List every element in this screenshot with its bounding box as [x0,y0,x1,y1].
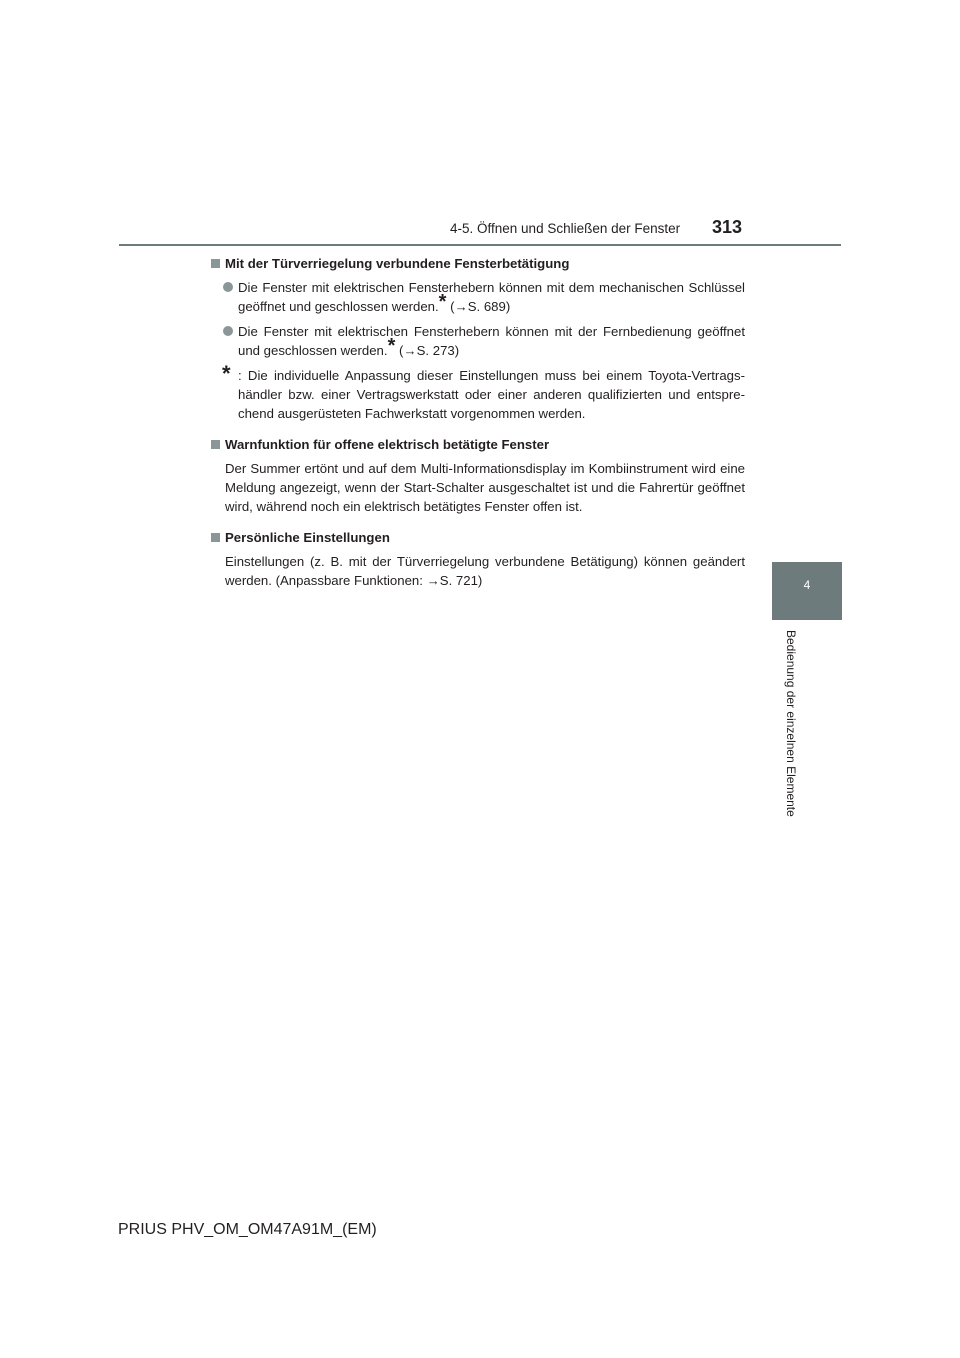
chapter-title: Bedienung der einzelnen Elemente [784,630,798,817]
chapter-tab [772,562,842,620]
square-bullet-icon [211,259,220,268]
page-reference: (→S. 689) [450,299,511,314]
list-item [210,278,745,316]
square-bullet-icon [211,533,220,542]
page-number: 313 [712,217,743,237]
heading-text: Warnfunktion für offene elektrisch betätigte Fenster [225,437,550,452]
warning-paragraph: Der Summer ertönt und auf dem Multi-Informationsdisplay im Kombiinstrument wird eine Meldung angezeigt, wenn der Start-Schalter ausgeschaltet ist und die Fahrertür geöffnet wird, während noch ein elektrisch betätigtes Fenster offen ist. [225,461,745,514]
chapter-title-vertical [740,630,850,835]
bullet-text: Die Fenster mit elektrischen Fensterhebern können mit dem mechanischen Schlüssel geöffnet und geschlossen werden. [238,280,745,314]
footnote-text: : Die individuelle Anpassung dieser Einstellungen muss bei einem Toyota-Vertragshändler bzw. einer Vertragswerkstatt oder einer anderen qualifizierten und entsprechend ausgerüsteten Fachwerkstatt vorgenommen werden. [238,368,745,421]
circle-bullet-icon [223,326,233,336]
asterisk-mark: * [438,291,447,313]
page-reference: (→S. 273) [399,343,460,358]
bullet-text: Die Fenster mit elektrischen Fensterhebern können mit der Fernbedienung geöffnet und geschlossen werden. [238,324,745,358]
footnote-asterisk: * [222,361,231,386]
list-item [210,322,745,360]
header-divider [119,244,841,246]
section-heading-warning [210,435,745,454]
section-heading-personal [210,528,745,547]
circle-bullet-icon [223,282,233,292]
chapter-number: 4 [803,578,811,592]
footnote [210,361,745,423]
section-title: 4-5. Öffnen und Schließen der Fenster [450,221,681,236]
page-content [210,254,745,602]
heading-text: Mit der Türverriegelung verbundene Fensterbetätigung [225,256,570,271]
asterisk-mark: * [387,335,396,357]
document-id: PRIUS PHV_OM_OM47A91M_(EM) [118,1221,377,1238]
section-heading-door-lock [210,254,745,273]
heading-text: Persönliche Einstellungen [225,530,390,545]
personal-paragraph: Einstellungen (z. B. mit der Türverriegelung verbundene Betätigung) können geändert werden. (Anpassbare Funktionen: →S. 721) [225,554,745,588]
square-bullet-icon [211,440,220,449]
